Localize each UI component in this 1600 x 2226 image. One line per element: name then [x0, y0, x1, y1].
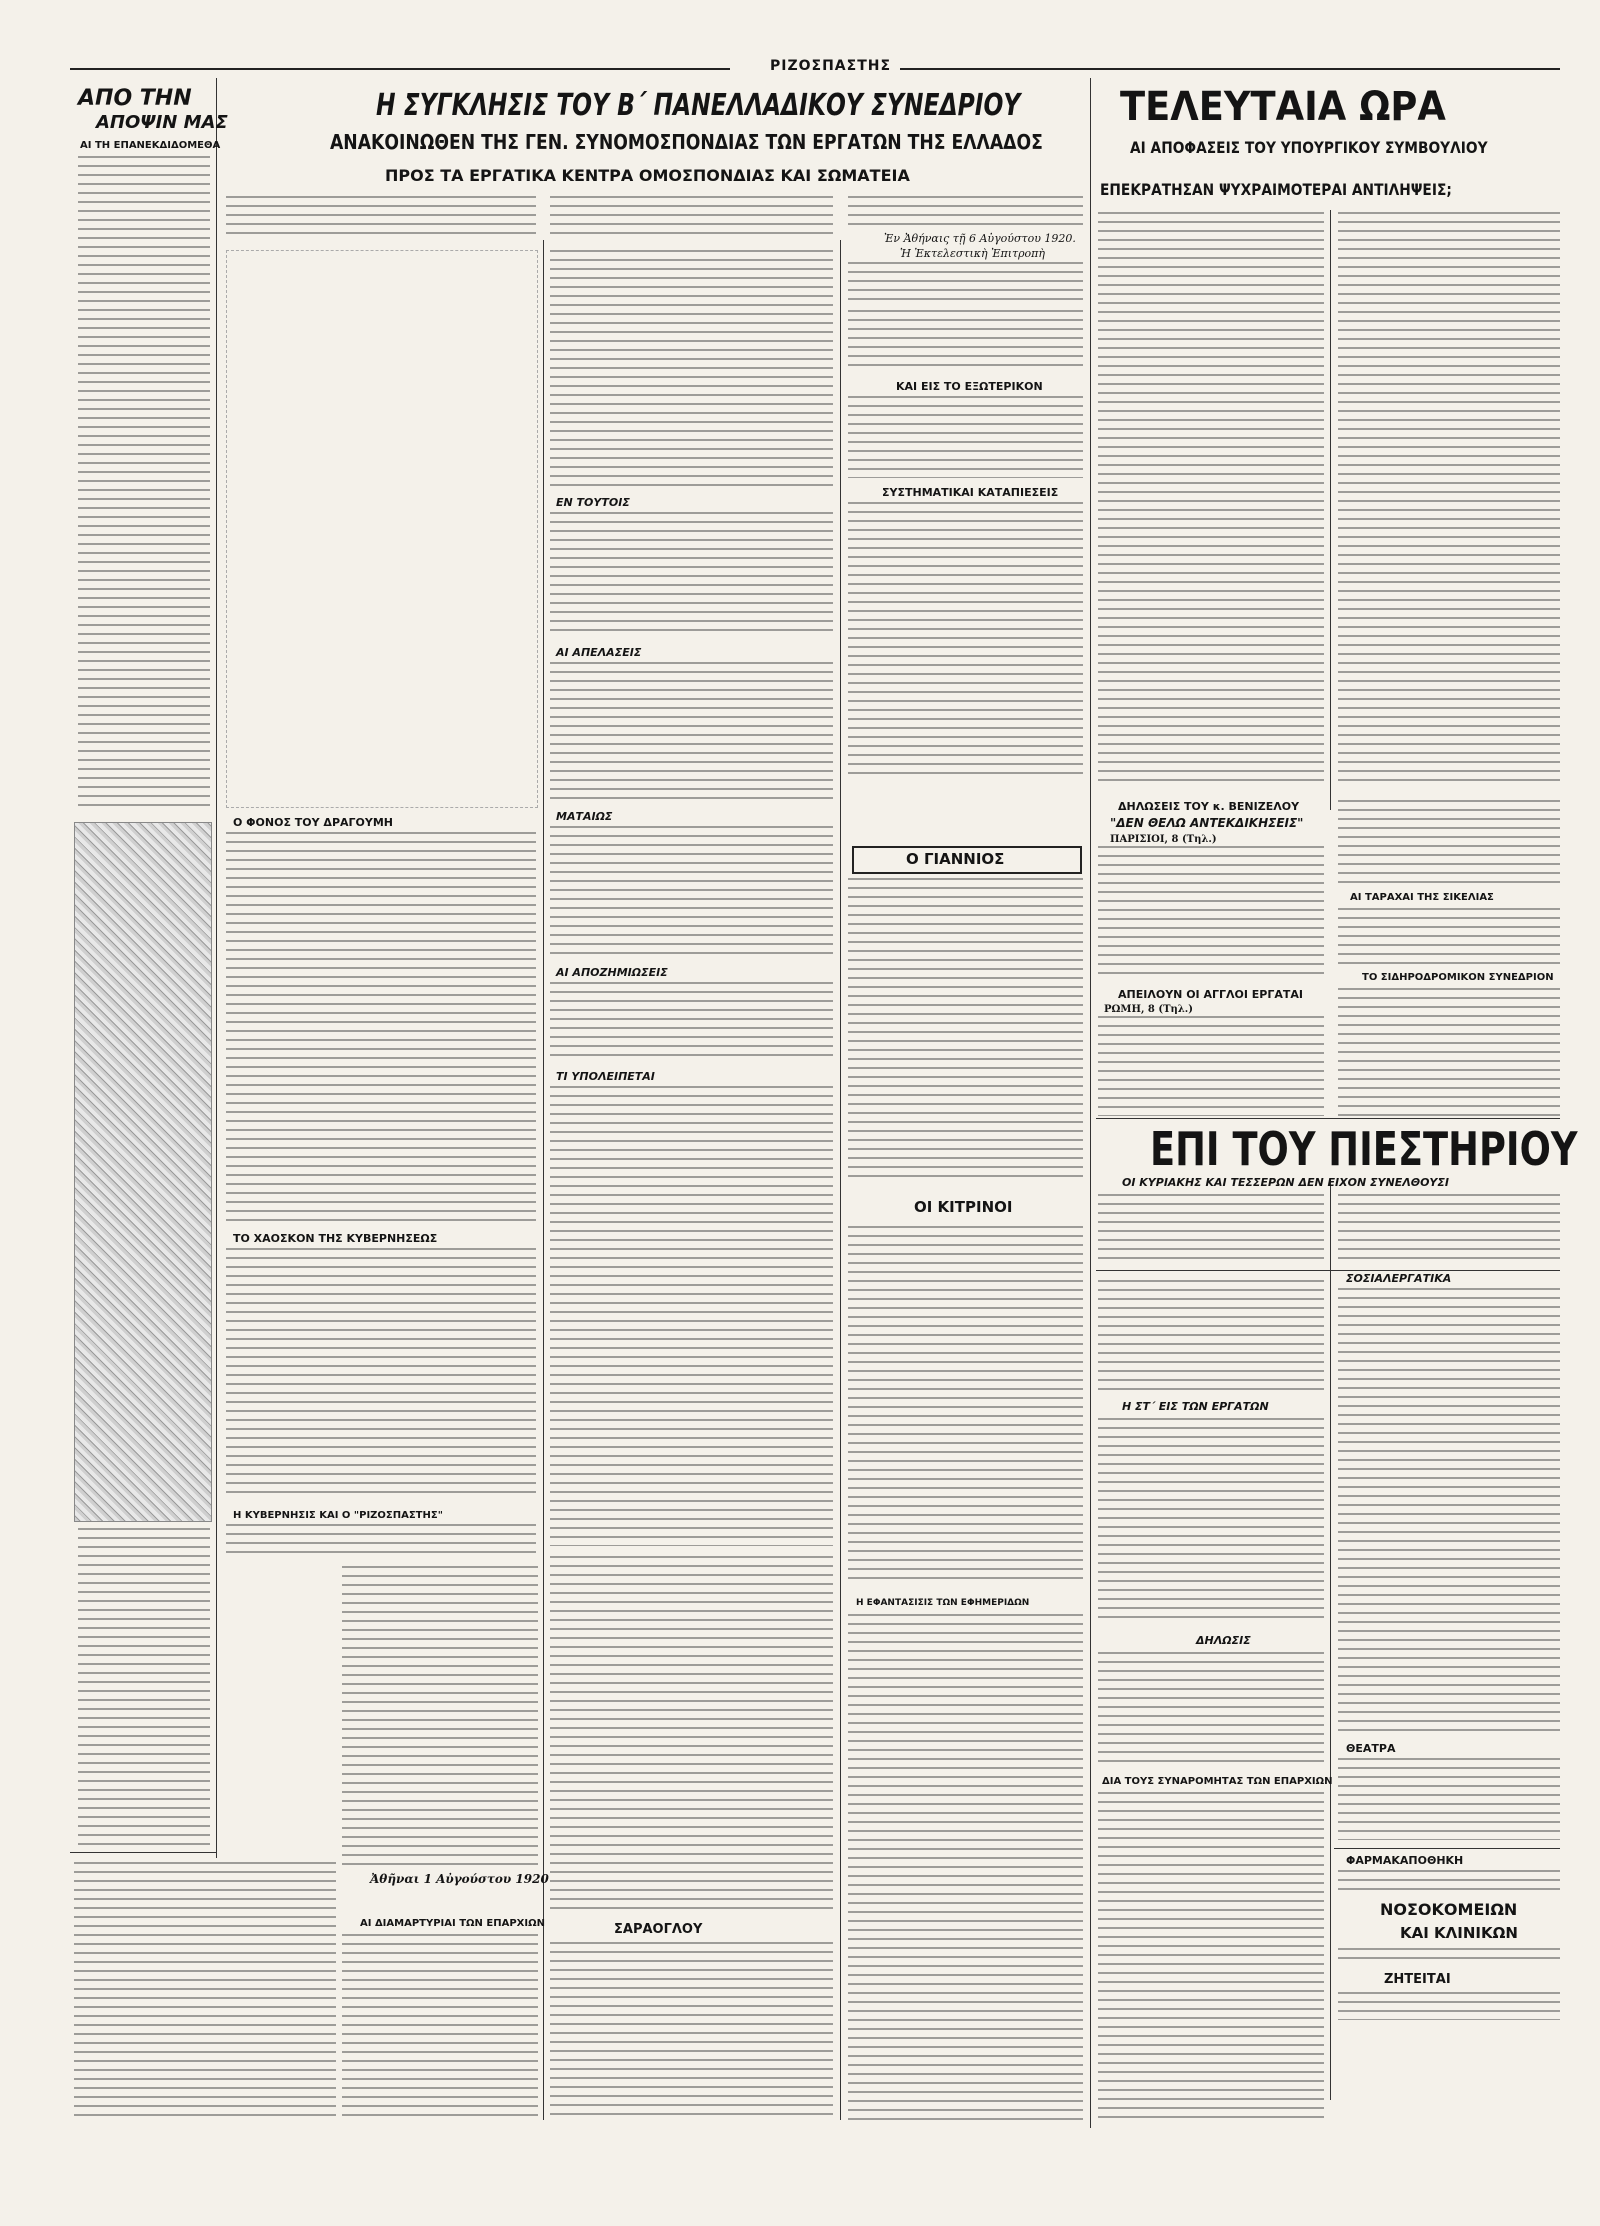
col1-bottom-text — [74, 1862, 336, 2120]
right-rome-dateline: ΡΩΜΗ, 8 (Τηλ.) — [1104, 1004, 1194, 1015]
col4-heading-katapieseis: ΣΥΣΤΗΜΑΤΙΚΑΙ ΚΑΤΑΠΙΕΣΕΙΣ — [882, 486, 1059, 499]
right-subheadline: ΑΙ ΑΠΟΦΑΣΕΙΣ ΤΟΥ ΥΠΟΥΡΓΙΚΟΥ ΣΥΜΒΟΥΛΙΟΥ — [1130, 138, 1488, 157]
col3-text-apozimioseis — [550, 982, 833, 1062]
right-heading-sosialergatika: ΣΟΣΙΑΛΕΡΓΑΤΙΚΑ — [1346, 1272, 1452, 1285]
col2-heading-xaos: ΤΟ ΧΑΟΣΚΟΝ ΤΗΣ ΚΥΒΕΡΝΗΣΕΩΣ — [233, 1232, 438, 1245]
col4-heading-exoterikon: ΚΑΙ ΕΙΣ ΤΟ ΕΞΩΤΕΡΙΚΟΝ — [896, 380, 1043, 393]
column-rule-6 — [1330, 1180, 1331, 2100]
right-text-farmakapothiki — [1338, 1870, 1560, 1894]
col4-heading-efimerides: Η ΕΦΑΝΤΑΣΙΣΙΣ ΤΩΝ ΕΦΗΜΕΡΙΔΩΝ — [856, 1598, 1030, 1608]
col4-text-efimerides — [848, 1614, 1083, 2120]
center-signoff-org: Ἡ Ἐκτελεστικὴ Ἐπιτροπὴ — [900, 247, 1045, 260]
col3-text-apelaseis — [550, 662, 833, 802]
col2-lower-text — [342, 1566, 538, 1866]
column-rule-3 — [840, 240, 841, 2120]
right-text-col-b-2 — [1338, 800, 1560, 884]
col2-text-diamartyries — [342, 1934, 538, 2120]
right-text-col-a — [1098, 212, 1324, 788]
col3-heading-apozimioseis: ΑΙ ΑΠΟΖΗΜΙΩΣΕΙΣ — [556, 966, 668, 979]
center-signoff-date: Ἐν Ἀθήναις τῇ 6 Αὐγούστου 1920. — [884, 232, 1076, 245]
col2-heading-diamartyries: ΑΙ ΔΙΑΜΑΡΤΥΡΙΑΙ ΤΩΝ ΕΠΑΡΧΙΩΝ — [360, 1918, 545, 1929]
right-text-col-a-3 — [1098, 1280, 1324, 1390]
right-text-piestiriou-a — [1098, 1194, 1324, 1260]
column-rule-4 — [1090, 78, 1091, 2128]
center-subheadline: ΑΝΑΚΟΙΝΩΘΕΝ ΤΗΣ ΓΕΝ. ΣΥΝΟΜΟΣΠΟΝΔΙΑΣ ΤΩΝ ΕΡΓΑΤΩΝ ΤΗΣ ΕΛΛΑΔΟΣ — [330, 130, 1043, 154]
col2-heading-kyvernisis: Η ΚΥΒΕΡΝΗΣΙΣ ΚΑΙ Ο "ΡΙΖΟΣΠΑΣΤΗΣ" — [233, 1510, 443, 1521]
right-text-eparchion — [1098, 1792, 1324, 2120]
right-venizelos-dateline: ΠΑΡΙΣΙΟΙ, 8 (Τηλ.) — [1110, 834, 1217, 845]
col3-text-en-toutois — [550, 512, 833, 636]
col3-heading-ti-ypoleipetai: ΤΙ ΥΠΟΛΕΙΠΕΤΑΙ — [556, 1070, 655, 1083]
col3-text-mataios — [550, 826, 833, 958]
right-heading-sikelias: ΑΙ ΤΑΡΑΧΑΙ ΤΗΣ ΣΙΚΕΛΙΑΣ — [1350, 892, 1494, 903]
col3-text-1 — [550, 250, 833, 492]
col3-heading-mataios: ΜΑΤΑΙΩΣ — [556, 810, 613, 823]
right-text-col-b — [1338, 212, 1560, 788]
center-text-col-a — [226, 196, 536, 240]
right-heading-venizelos: ΔΗΛΩΣΕΙΣ ΤΟΥ κ. ΒΕΝΙΖΕΛΟΥ — [1118, 800, 1300, 813]
column-rule-1 — [216, 78, 217, 1858]
col3-text-ti-ypoleipetai — [550, 1086, 833, 1546]
right-heading-dilosis: ΔΗΛΩΣΙΣ — [1196, 1634, 1251, 1647]
right-text-ergatai — [1098, 1016, 1324, 1116]
right-heading-theatra: ΘΕΑΤΡΑ — [1346, 1742, 1396, 1755]
col2-text-xaos — [226, 1248, 536, 1500]
right-text-sikelias — [1338, 908, 1560, 966]
right-text-sto-ergaton — [1098, 1418, 1324, 1622]
col4-text-giannios — [848, 878, 1083, 1184]
col3-lower-text — [550, 1556, 833, 1916]
col4-text-kitrinoi — [848, 1226, 1083, 1584]
right-text-zitoitai — [1338, 1992, 1560, 2020]
right-text-piestiriou-b — [1338, 1194, 1560, 1260]
col2-text-kyvernisis — [226, 1524, 536, 1560]
right-text-theatra — [1338, 1758, 1560, 1840]
col4-text-katapieseis — [848, 502, 1083, 778]
center-signoff-text — [848, 262, 1083, 302]
col4-heading-giannios: Ο ΓΙΑΝΝΙΟΣ — [906, 850, 1005, 868]
col1-lower-text — [78, 1528, 210, 1848]
col1-censored-area — [74, 822, 212, 1522]
col4-text-1 — [848, 310, 1083, 372]
col3-heading-en-toutois: ΕΝ ΤΟΥΤΟΙΣ — [556, 496, 630, 509]
col2-heading-fonos: Ο ΦΟΝΟΣ ΤΟΥ ΔΡΑΓΟΥΜΗ — [233, 816, 393, 829]
center-text-col-c — [848, 196, 1083, 228]
right-rule-2 — [1096, 1270, 1560, 1271]
col3-signature-saroglou: ΣΑΡΑΟΓΛΟΥ — [614, 1922, 703, 1937]
right-subheadline-2: ΕΠΕΚΡΑΤΗΣΑΝ ΨΥΧΡΑΙΜΟΤΕΡΑΙ ΑΝΤΙΛΗΨΕΙΣ; — [1100, 180, 1452, 199]
right-heading-ergatai: ΑΠΕΙΛΟΥΝ ΟΙ ΑΓΓΛΟΙ ΕΡΓΑΤΑΙ — [1118, 988, 1303, 1001]
right-piestiriou-headline: ΕΠΙ ΤΟΥ ΠΙΕΣΤΗΡΙΟΥ — [1150, 1122, 1578, 1176]
col1-heading-2: ΑΠΟΨΙΝ ΜΑΣ — [96, 112, 228, 133]
col2-text-fonos — [226, 832, 536, 1224]
col3-bottom-text — [550, 1942, 833, 2120]
right-heading-farmakapothiki: ΦΑΡΜΑΚΑΠΟΘΗΚΗ — [1346, 1854, 1464, 1867]
masthead — [70, 58, 1560, 80]
column-rule-2 — [543, 240, 544, 2120]
newspaper-name: ΡΙΖΟΣΠΑΣΤΗΣ — [770, 58, 892, 74]
col1-subheading: ΑΙ ΤΗ ΕΠΑΝΕΚΔΙΔΟΜΕΘΑ — [80, 140, 221, 151]
masthead-rule-left — [70, 68, 730, 70]
col4-heading-kitrinoi: ΟΙ ΚΙΤΡΙΝΟΙ — [914, 1198, 1013, 1216]
col4-text-exoterikon — [848, 396, 1083, 478]
right-heading-sidiro: ΤΟ ΣΙΔΗΡΟΔΡΟΜΙΚΟΝ ΣΥΝΕΔΡΙΟΝ — [1362, 972, 1554, 983]
right-heading-kai-klinikon: ΚΑΙ ΚΛΙΝΙΚΩΝ — [1400, 1924, 1518, 1942]
right-main-headline: ΤΕΛΕΥΤΑΙΑ ΩΡΑ — [1120, 84, 1446, 130]
right-heading-zitoitai: ΖΗΤΕΙΤΑΙ — [1384, 1972, 1451, 1987]
right-text-sosialergatika — [1338, 1288, 1560, 1734]
right-piestiriou-subheadline: ΟΙ ΚΥΡΙΑΚΗΣ ΚΑΙ ΤΕΣΣΕΡΩΝ ΔΕΝ ΕΙΧΟΝ ΣΥΝΕΛΘΟΥΣΙ — [1122, 1176, 1449, 1189]
center-subheadline-2: ΠΡΟΣ ΤΑ ΕΡΓΑΤΙΚΑ ΚΕΝΤΡΑ ΟΜΟΣΠΟΝΔΙΑΣ ΚΑΙ ΣΩΜΑΤΕΙΑ — [385, 166, 910, 185]
right-rule-3 — [1334, 1848, 1560, 1849]
col1-article-text — [78, 156, 210, 810]
center-main-headline: Η ΣΥΓΚΛΗΣΙΣ ΤΟΥ Β΄ ΠΑΝΕΛΛΑΔΙΚΟΥ ΣΥΝΕΔΡΙΟΥ — [376, 88, 1021, 123]
column-rule-5 — [1330, 210, 1331, 810]
right-text-klinikon — [1338, 1948, 1560, 1966]
col1-bottom-rule — [70, 1852, 216, 1853]
col2-date-line: Ἀθῆναι 1 Αὐγούστου 1920 — [370, 1872, 549, 1886]
right-text-venizelos — [1098, 846, 1324, 980]
col3-heading-apelaseis: ΑΙ ΑΠΕΛΑΣΕΙΣ — [556, 646, 642, 659]
right-heading-sto-ergaton: Η ΣΤ΄ ΕΙΣ ΤΩΝ ΕΡΓΑΤΩΝ — [1122, 1400, 1269, 1413]
right-heading-eparchion: ΔΙΑ ΤΟΥΣ ΣΥΝΑΡΟΜΗΤΑΣ ΤΩΝ ΕΠΑΡΧΙΩΝ — [1102, 1776, 1333, 1787]
right-subheading-venizelos: "ΔΕΝ ΘΕΛΩ ΑΝΤΕΚΔΙΚΗΣΕΙΣ" — [1110, 816, 1304, 830]
right-heading-nosokomeiou: ΝΟΣΟΚΟΜΕΙΩΝ — [1380, 1900, 1518, 1919]
masthead-rule-right — [900, 68, 1560, 70]
right-text-sidiro — [1338, 988, 1560, 1116]
col1-heading-1: ΑΠΟ ΤΗΝ — [78, 86, 192, 111]
right-rule-1 — [1096, 1118, 1560, 1119]
center-text-col-b — [550, 196, 833, 240]
col2-censored-blank — [226, 250, 538, 808]
right-text-dilosis — [1098, 1652, 1324, 1768]
